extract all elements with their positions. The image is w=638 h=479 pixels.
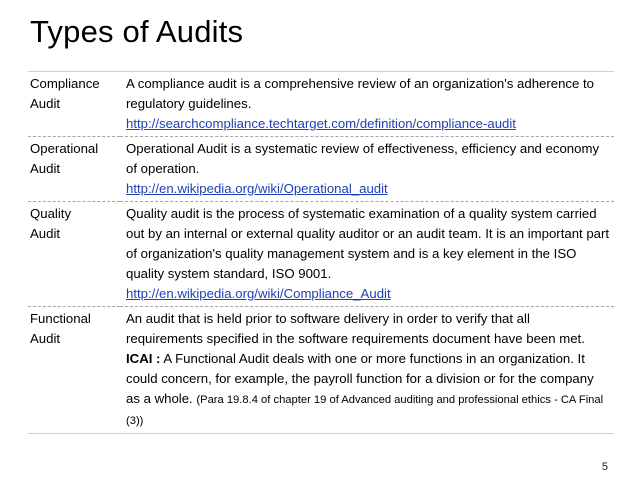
reference-note: (Para 19.8.4 of chapter 19 of Advanced auditing and professional ethics - CA Final (3)) (126, 394, 604, 427)
page-number: 5 (601, 461, 608, 473)
audit-description-cell (120, 307, 614, 434)
operational-audit-source-link[interactable]: http://en.wikipedia.org/wiki/Operational_audit (126, 181, 388, 196)
icai-label: ICAI : (126, 351, 161, 366)
audit-description: A compliance audit is a comprehensive review of an organization's adherence to regulatory guidelines. (126, 76, 595, 111)
audit-name-cell (28, 72, 120, 137)
icai-paragraph (126, 349, 610, 431)
audit-description-cell (120, 202, 614, 307)
audit-name-line1: Operational (30, 141, 99, 156)
audit-name-cell (28, 307, 120, 434)
audit-description-cell (120, 137, 614, 202)
audit-name-cell (28, 202, 120, 307)
audit-name-line2: Audit (30, 161, 61, 176)
table-row-compliance (28, 72, 614, 137)
table-row-operational (28, 137, 614, 202)
audit-name-cell (28, 137, 120, 202)
audit-description-cell (120, 72, 614, 137)
audit-types-table (28, 71, 614, 434)
audit-name-line1: Compliance (30, 76, 100, 91)
slide-title: Types of Audits (30, 14, 244, 49)
audit-description: Operational Audit is a systematic review of effectiveness, efficiency and economy of operation. (126, 141, 600, 176)
audit-name-line2: Audit (30, 226, 61, 241)
audit-description: Quality audit is the process of systematic examination of a quality system carried out by an internal or external quality auditor or an audit team. It is an important part of organization's quality management system and is a key element in the ISO quality system standard, ISO 9001. (126, 206, 610, 281)
compliance-audit-source-link[interactable]: http://searchcompliance.techtarget.com/definition/compliance-audit (126, 116, 516, 131)
audit-description: An audit that is held prior to software delivery in order to verify that all requirements specified in the software requirements document have been met. (126, 311, 585, 346)
quality-audit-source-link[interactable]: http://en.wikipedia.org/wiki/Compliance_Audit (126, 286, 391, 301)
audit-name-line1: Quality (30, 206, 72, 221)
icai-text: A Functional Audit deals with one or more functions in an organization. It could concern, for example, the payroll function for a division or for the company as a whole. (126, 351, 594, 406)
table-row-quality (28, 202, 614, 307)
audit-name-line2: Audit (30, 96, 61, 111)
audit-name-line1: Functional (30, 311, 91, 326)
audit-name-line2: Audit (30, 331, 61, 346)
table-row-functional (28, 307, 614, 434)
